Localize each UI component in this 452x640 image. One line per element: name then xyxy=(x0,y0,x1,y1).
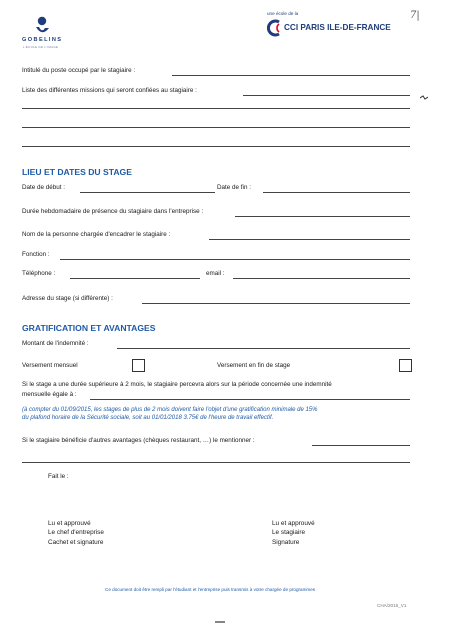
adresse-input-line[interactable] xyxy=(142,303,410,304)
fonction-label: Fonction : xyxy=(22,251,50,258)
footer-ref: CHA/2016_V1 xyxy=(377,603,407,608)
stagiaire-signature: Signature xyxy=(272,538,300,546)
date-debut-input-line[interactable] xyxy=(80,192,215,193)
school-subtitle: L'ÉCOLE DE L'IMAGE xyxy=(23,45,59,49)
section-gratification-title: GRATIFICATION ET AVANTAGES xyxy=(22,323,156,333)
stagiaire-label: Le stagiaire xyxy=(272,529,306,537)
section-lieu-title: LIEU ET DATES DU STAGE xyxy=(22,167,132,177)
signature-entreprise xyxy=(48,519,104,547)
gobelins-logo xyxy=(22,14,62,50)
handwritten-mark: 7| xyxy=(410,10,420,21)
duree-input-line[interactable] xyxy=(235,216,410,217)
versement-mensuel-label: Versement mensuel xyxy=(22,362,78,369)
montant-input-line[interactable] xyxy=(117,348,410,349)
date-fin-label: Date de fin : xyxy=(217,184,251,191)
entreprise-cachet: Cachet et signature xyxy=(48,538,104,546)
telephone-input-line[interactable] xyxy=(70,278,200,279)
pen-mark-icon xyxy=(420,88,428,94)
legal-note xyxy=(22,406,317,423)
scan-mark-icon xyxy=(215,611,225,615)
avantages-line-2[interactable] xyxy=(22,462,410,463)
cci-swirl-icon xyxy=(267,19,281,37)
email-input-line[interactable] xyxy=(233,278,410,279)
missions-label: Liste des différentes missions qui seront confiées au stagiaire : xyxy=(22,87,197,94)
mensuelle-input-line[interactable] xyxy=(90,399,410,400)
legal-note-line-2: du plafond horaire de la Sécurité sociale, soit au 01/01/2018 3.75€ de l'heure de travail effectif. xyxy=(22,415,274,422)
duree-gratification-text: Si le stage a une durée supérieure à 2 mois, le stagiaire percevra alors sur la période concernée une indemnité xyxy=(22,381,332,388)
entreprise-approuve: Lu et approuvé xyxy=(48,520,91,527)
telephone-label: Téléphone : xyxy=(22,270,56,277)
poste-input-line[interactable] xyxy=(172,75,410,76)
versement-mensuel-checkbox[interactable] xyxy=(132,359,145,372)
stagiaire-approuve: Lu et approuvé xyxy=(272,520,315,527)
montant-label: Montant de l'indemnité : xyxy=(22,340,89,347)
missions-line-3[interactable] xyxy=(22,127,410,128)
fait-le-label: Fait le : xyxy=(48,473,69,480)
date-debut-label: Date de début : xyxy=(22,184,66,191)
missions-line-2[interactable] xyxy=(22,108,410,109)
gobelins-logo-icon xyxy=(22,14,62,38)
poste-label: Intitulé du poste occupé par le stagiaire : xyxy=(22,67,136,74)
legal-note-line-1: (à compter du 01/09/2015, les stages de plus de 2 mois doivent faire l'objet d'une gratification minimale de 15% xyxy=(22,407,318,413)
school-name: GOBELINS xyxy=(22,37,63,43)
missions-input-line[interactable] xyxy=(243,95,410,96)
email-label: email : xyxy=(206,270,225,277)
cci-prefix: une école de la xyxy=(267,11,299,16)
encadrant-input-line[interactable] xyxy=(209,239,410,240)
encadrant-label: Nom de la personne chargée d'encadrer le stagiaire : xyxy=(22,231,171,238)
missions-line-4[interactable] xyxy=(22,146,410,147)
footer-note: Ce document doit être rempli par l'étudiant et l'entreprise puis transmis à votre chargée de programmes xyxy=(105,587,316,592)
cci-logo xyxy=(267,19,427,41)
avantages-input-line[interactable] xyxy=(312,445,410,446)
date-fin-input-line[interactable] xyxy=(263,192,410,193)
cci-name: CCI PARIS ILE-DE-FRANCE xyxy=(284,23,391,32)
duree-label: Durée hebdomadaire de présence du stagiaire dans l'entreprise : xyxy=(22,208,204,215)
versement-fin-checkbox[interactable] xyxy=(399,359,412,372)
avantages-label: Si le stagiaire bénéficie d'autres avantages (chèques restaurant, …) le mentionner : xyxy=(22,437,255,444)
entreprise-chef: Le chef d'entreprise xyxy=(48,529,104,537)
versement-fin-label: Versement en fin de stage xyxy=(217,362,291,369)
signature-stagiaire xyxy=(272,519,315,547)
adresse-label: Adresse du stage (si différente) : xyxy=(22,295,113,302)
mensuelle-label: mensuelle égale à : xyxy=(22,391,77,398)
fonction-input-line[interactable] xyxy=(60,259,410,260)
